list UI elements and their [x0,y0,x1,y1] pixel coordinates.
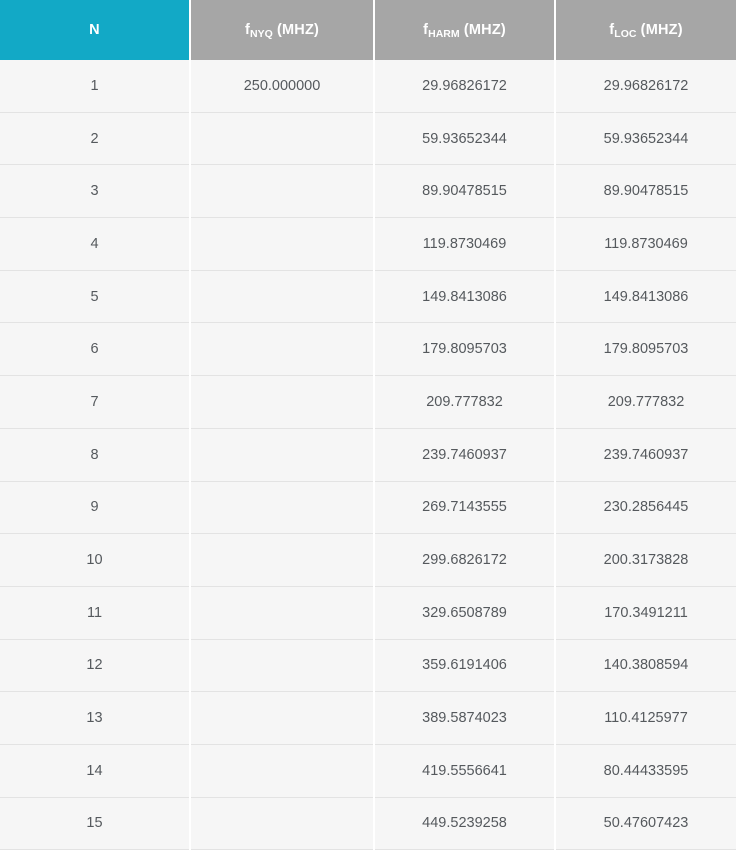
cell-fharm: 239.7460937 [374,428,555,481]
table-row [0,428,736,481]
column-header-fharm [374,0,555,60]
cell-n: 11 [0,586,190,639]
column-header-subscript: HARM [428,28,460,40]
cell-fharm: 29.96826172 [374,60,555,112]
cell-n: 5 [0,270,190,323]
cell-fharm: 89.90478515 [374,165,555,218]
cell-n: 12 [0,639,190,692]
cell-fnyq [190,586,374,639]
cell-fharm: 179.8095703 [374,323,555,376]
column-header-label: f [423,22,429,38]
table-header [0,0,736,60]
column-header-label: f [244,22,250,38]
cell-fnyq [190,428,374,481]
cell-n: 3 [0,165,190,218]
table-body [0,60,736,850]
cell-fnyq [190,692,374,745]
cell-floc: 50.47607423 [555,797,736,850]
table-row [0,744,736,797]
cell-fnyq [190,270,374,323]
cell-fharm: 329.6508789 [374,586,555,639]
cell-n: 10 [0,534,190,587]
table-row [0,112,736,165]
column-header-subscript: LOC [614,28,637,40]
cell-fnyq [190,112,374,165]
cell-n: 2 [0,112,190,165]
cell-fharm: 59.93652344 [374,112,555,165]
column-header-fnyq [190,0,374,60]
cell-fnyq [190,744,374,797]
table-row [0,60,736,112]
table-row [0,797,736,850]
table-row [0,270,736,323]
cell-n: 8 [0,428,190,481]
cell-fnyq: 250.000000 [190,60,374,112]
cell-fnyq [190,376,374,429]
cell-fnyq [190,797,374,850]
table-row [0,376,736,429]
table-row [0,639,736,692]
cell-n: 6 [0,323,190,376]
cell-fnyq [190,534,374,587]
cell-fnyq [190,323,374,376]
cell-fnyq [190,481,374,534]
table-row [0,586,736,639]
column-header-subscript: NYQ [249,28,273,40]
cell-fharm: 389.5874023 [374,692,555,745]
column-header-unit: (MHZ) [636,22,683,38]
cell-floc: 230.2856445 [555,481,736,534]
cell-floc: 170.3491211 [555,586,736,639]
column-header-label: f [609,22,615,38]
table-row [0,218,736,271]
cell-fnyq [190,639,374,692]
column-header-n [0,0,190,60]
cell-n: 13 [0,692,190,745]
cell-fnyq [190,165,374,218]
cell-floc: 29.96826172 [555,60,736,112]
table-row [0,323,736,376]
cell-fharm: 419.5556641 [374,744,555,797]
column-header-label: N [89,22,100,38]
cell-fharm: 209.777832 [374,376,555,429]
cell-floc: 119.8730469 [555,218,736,271]
cell-floc: 209.777832 [555,376,736,429]
cell-n: 9 [0,481,190,534]
cell-n: 4 [0,218,190,271]
cell-fharm: 119.8730469 [374,218,555,271]
column-header-unit: (MHZ) [272,22,320,38]
cell-fharm: 269.7143555 [374,481,555,534]
cell-fharm: 359.6191406 [374,639,555,692]
column-header-unit: (MHZ) [459,22,506,38]
cell-floc: 110.4125977 [555,692,736,745]
cell-floc: 200.3173828 [555,534,736,587]
cell-n: 15 [0,797,190,850]
cell-n: 1 [0,60,190,112]
cell-fharm: 149.8413086 [374,270,555,323]
cell-fnyq [190,218,374,271]
table-row [0,481,736,534]
cell-fharm: 449.5239258 [374,797,555,850]
table-row [0,165,736,218]
cell-floc: 149.8413086 [555,270,736,323]
column-header-floc [555,0,736,60]
cell-floc: 239.7460937 [555,428,736,481]
cell-fharm: 299.6826172 [374,534,555,587]
cell-n: 7 [0,376,190,429]
cell-floc: 140.3808594 [555,639,736,692]
table-header-row [0,0,736,60]
cell-n: 14 [0,744,190,797]
cell-floc: 89.90478515 [555,165,736,218]
cell-floc: 59.93652344 [555,112,736,165]
table-row [0,534,736,587]
cell-floc: 179.8095703 [555,323,736,376]
cell-floc: 80.44433595 [555,744,736,797]
table-row [0,692,736,745]
